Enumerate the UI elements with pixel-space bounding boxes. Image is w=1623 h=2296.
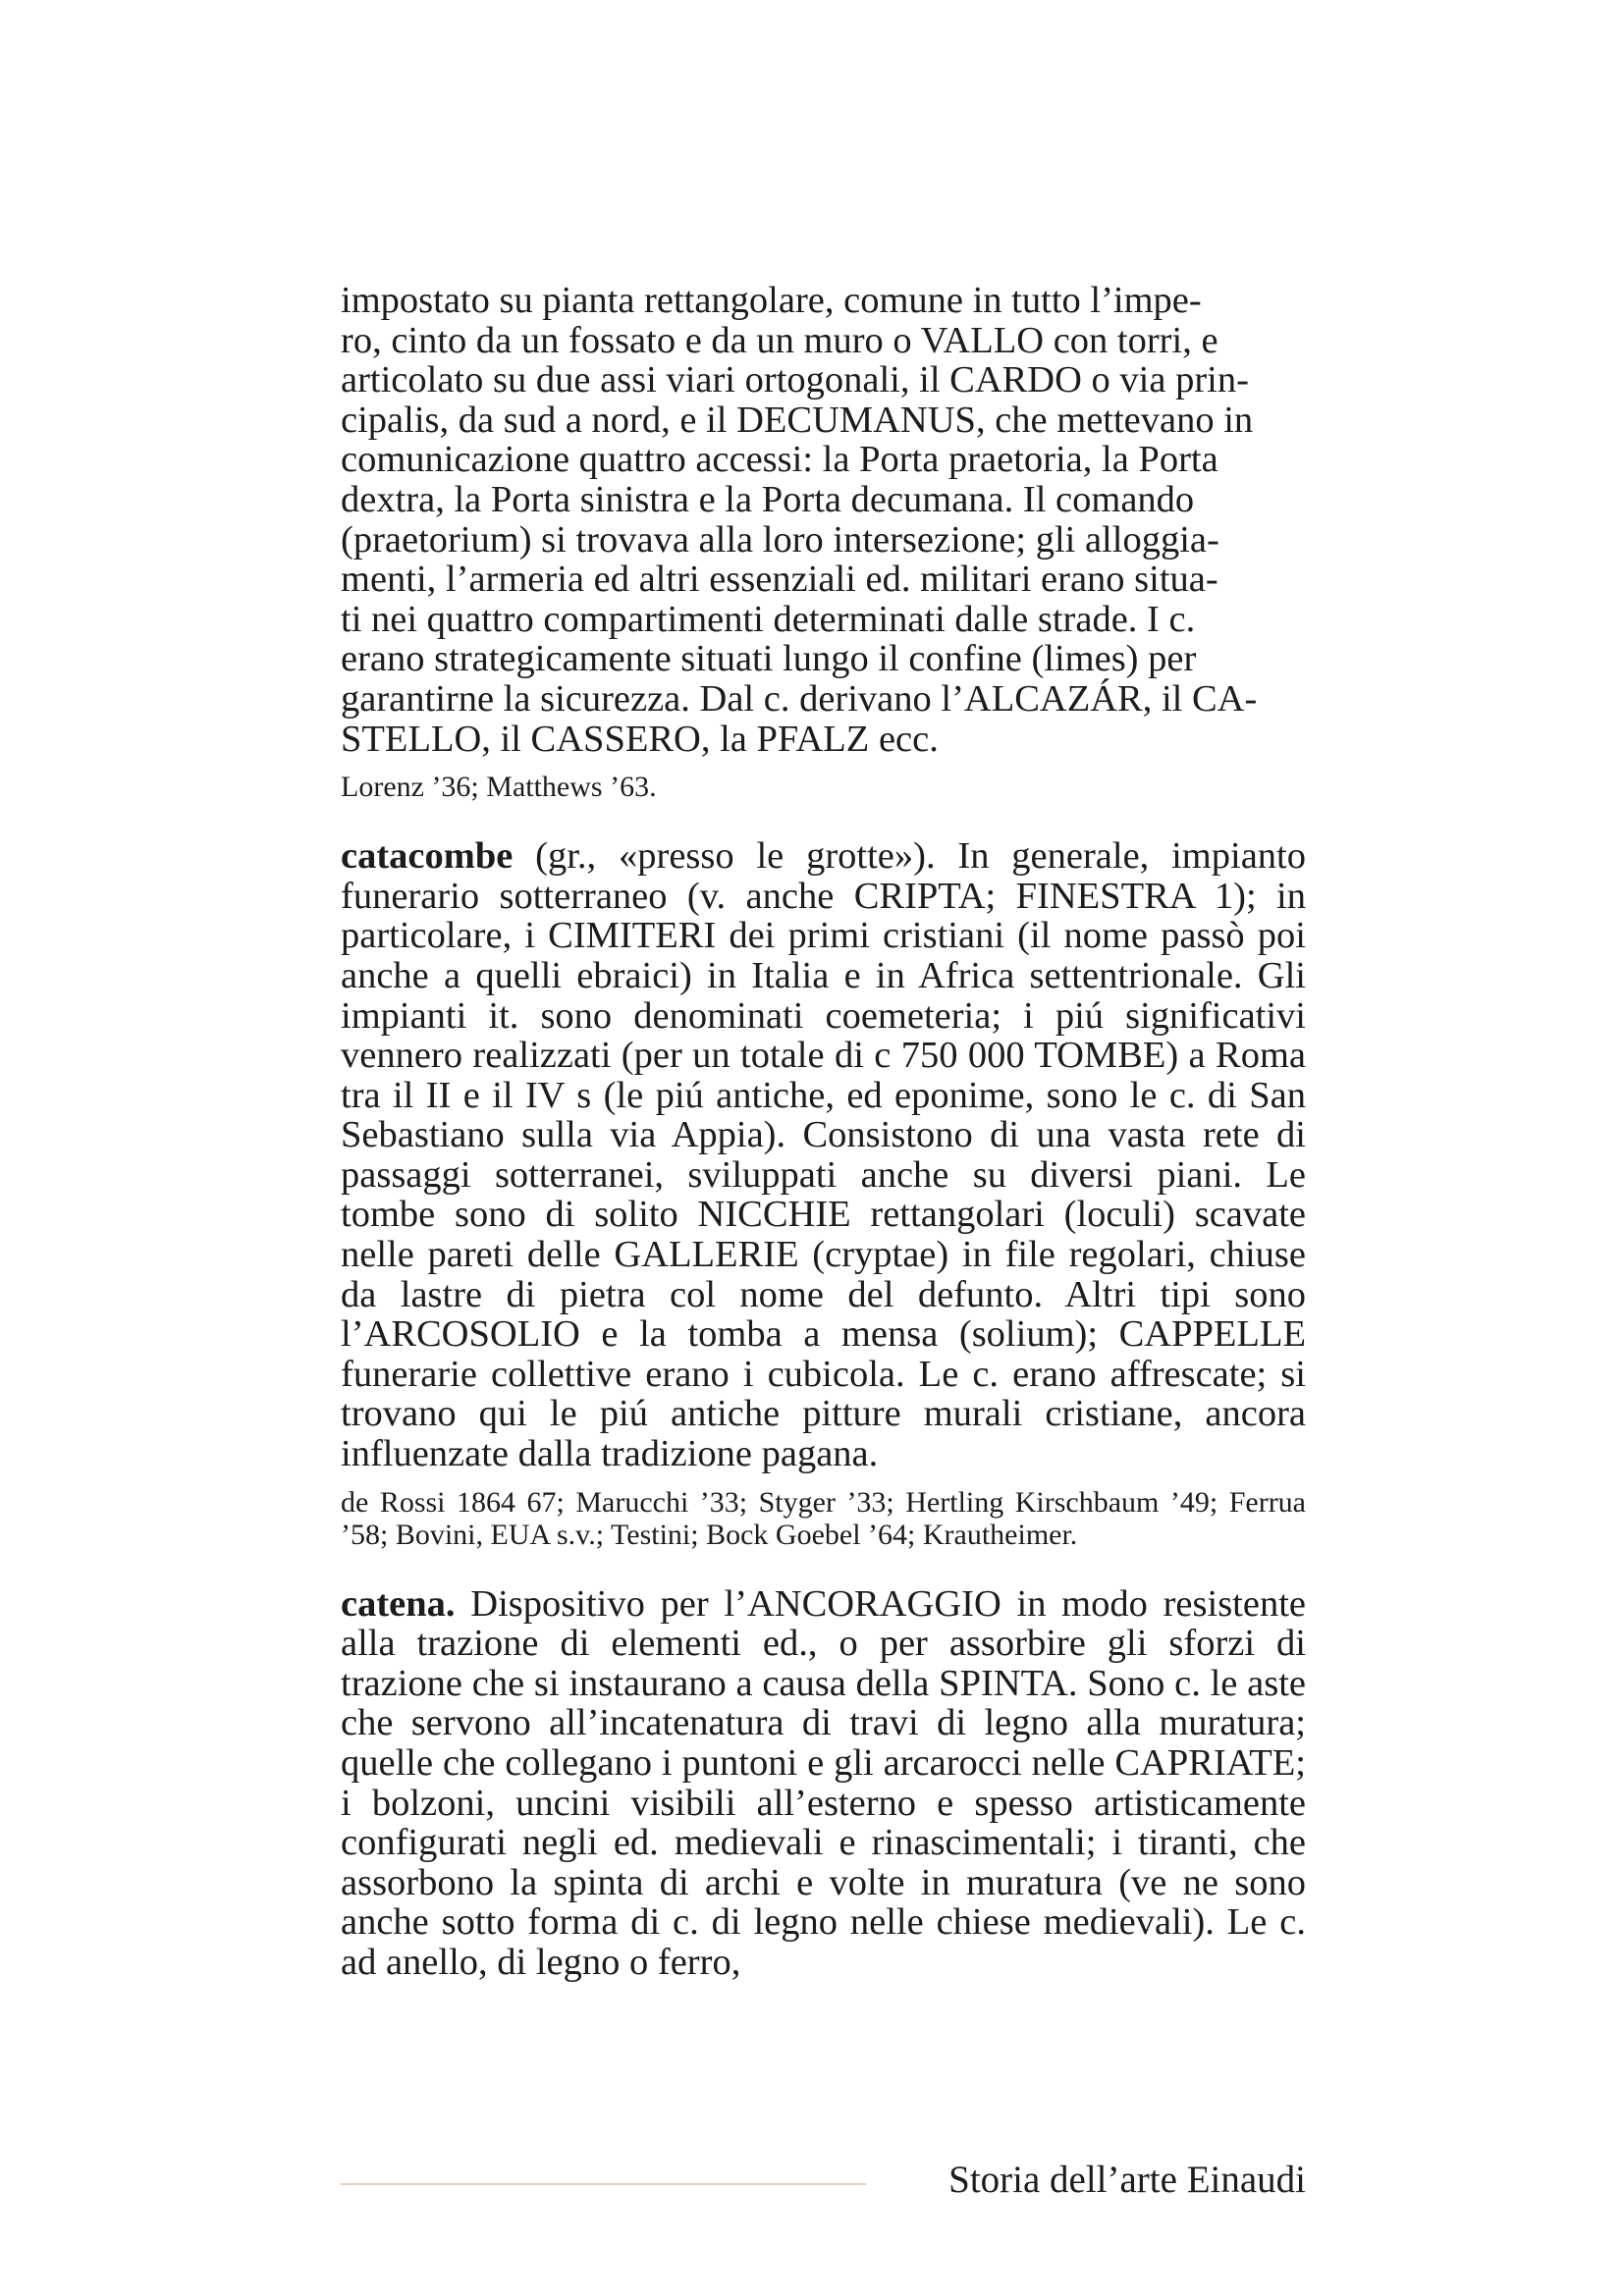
entry-text: (gr., «presso le grotte»). In generale, impianto funerario sotterraneo (v. anche CRIPTA; FINESTRA 1); in particolare, i CIMITERI dei primi cristiani (il nome passò poi anche a quelli ebraici) in Italia e in Africa settentrionale. Gli impianti it. sono denominati coemeteria; i piú significativi vennero realizzati (per un totale di c 750 000 TOMBE) a Roma tra il II e il IV s (le piú antiche, ed eponime, sono le c. di San Sebastiano sulla via Appia). Consistono di una vasta rete di passaggi sotterranei, sviluppati anche su diversi piani. Le tombe sono di solito NICCHIE rettangolari (loculi) scavate nelle pareti delle GALLERIE (cryptae) in file regolari, chiuse da lastre di pietra col nome del defunto. Altri tipi sono l’ARCOSOLIO e la tomba a mensa (solium); CAPPELLE funerarie collettive erano i cubicola. Le c. erano affrescate; si trovano qui le piú antiche pitture murali cristiane, ancora influenzate dalla tradizione pagana. — [341, 835, 1306, 1475]
footer-publisher: Storia dell’arte Einaudi — [948, 2159, 1306, 2201]
entry-body — [341, 836, 1306, 1474]
entry-body — [341, 1584, 1306, 1983]
text-column — [341, 281, 1306, 1983]
text-line: menti, l’armeria ed altri essenziali ed. militari erano situa- — [341, 559, 1218, 601]
entry-headword: catacombe — [341, 835, 514, 878]
entry-castrum — [341, 281, 1306, 803]
text-line: STELLO, il CASSERO, la PFALZ ecc. — [341, 718, 939, 760]
text-line: comunicazione quattro accessi: la Porta praetoria, la Porta — [341, 439, 1218, 481]
text-line: cipalis, da sud a nord, e il DECUMANUS, che mettevano in — [341, 399, 1254, 441]
footer-rule — [341, 2183, 866, 2185]
bibliography: de Rossi 1864 67; Marucchi ’33; Styger ’33; Hertling Kirschbaum ’49; Ferrua ’58; Bovini, EUA s.v.; Testini; Bock Goebel ’64; Krautheimer. — [341, 1485, 1306, 1551]
bibliography: Lorenz ’36; Matthews ’63. — [341, 771, 657, 804]
entry-headword: catena. — [341, 1582, 456, 1625]
entry-catena — [341, 1584, 1306, 1983]
text-line: ro, cinto da un fossato e da un muro o VALLO con torri, e — [341, 319, 1218, 361]
entry-body — [341, 281, 1306, 759]
text-line: impostato su pianta rettangolare, comune in tutto l’impe- — [341, 280, 1202, 321]
entry-catacombe — [341, 836, 1306, 1551]
text-line: (praetorium) si trovava alla loro intersezione; gli alloggia- — [341, 518, 1219, 561]
text-line: dextra, la Porta sinistra e la Porta decumana. Il comando — [341, 478, 1195, 520]
text-line: erano strategicamente situati lungo il confine (limes) per — [341, 638, 1197, 680]
entry-text: Dispositivo per l’ANCORAGGIO in modo resistente alla trazione di elementi ed., o per assorbire gli sforzi di trazione che si instaurano a causa della SPINTA. Sono c. le aste che servono all’incatenatura di travi di legno alla muratura; quelle che collegano i puntoni e gli arcarocci nelle CAPRIATE; i bolzoni, uncini visibili all’esterno e spesso artisticamente configurati negli ed. medievali e rinascimentali; i tiranti, che assorbono la spinta di archi e volte in muratura (ve ne sono anche sotto forma di c. di legno nelle chiese medievali). Le c. ad anello, di legno o ferro, — [341, 1582, 1306, 1983]
text-line: articolato su due assi viari ortogonali, il CARDO o via prin- — [341, 359, 1249, 401]
text-line: ti nei quattro compartimenti determinati dalle strade. I c. — [341, 598, 1196, 640]
text-line: garantirne la sicurezza. Dal c. derivano l’ALCAZÁR, il CA- — [341, 677, 1258, 720]
